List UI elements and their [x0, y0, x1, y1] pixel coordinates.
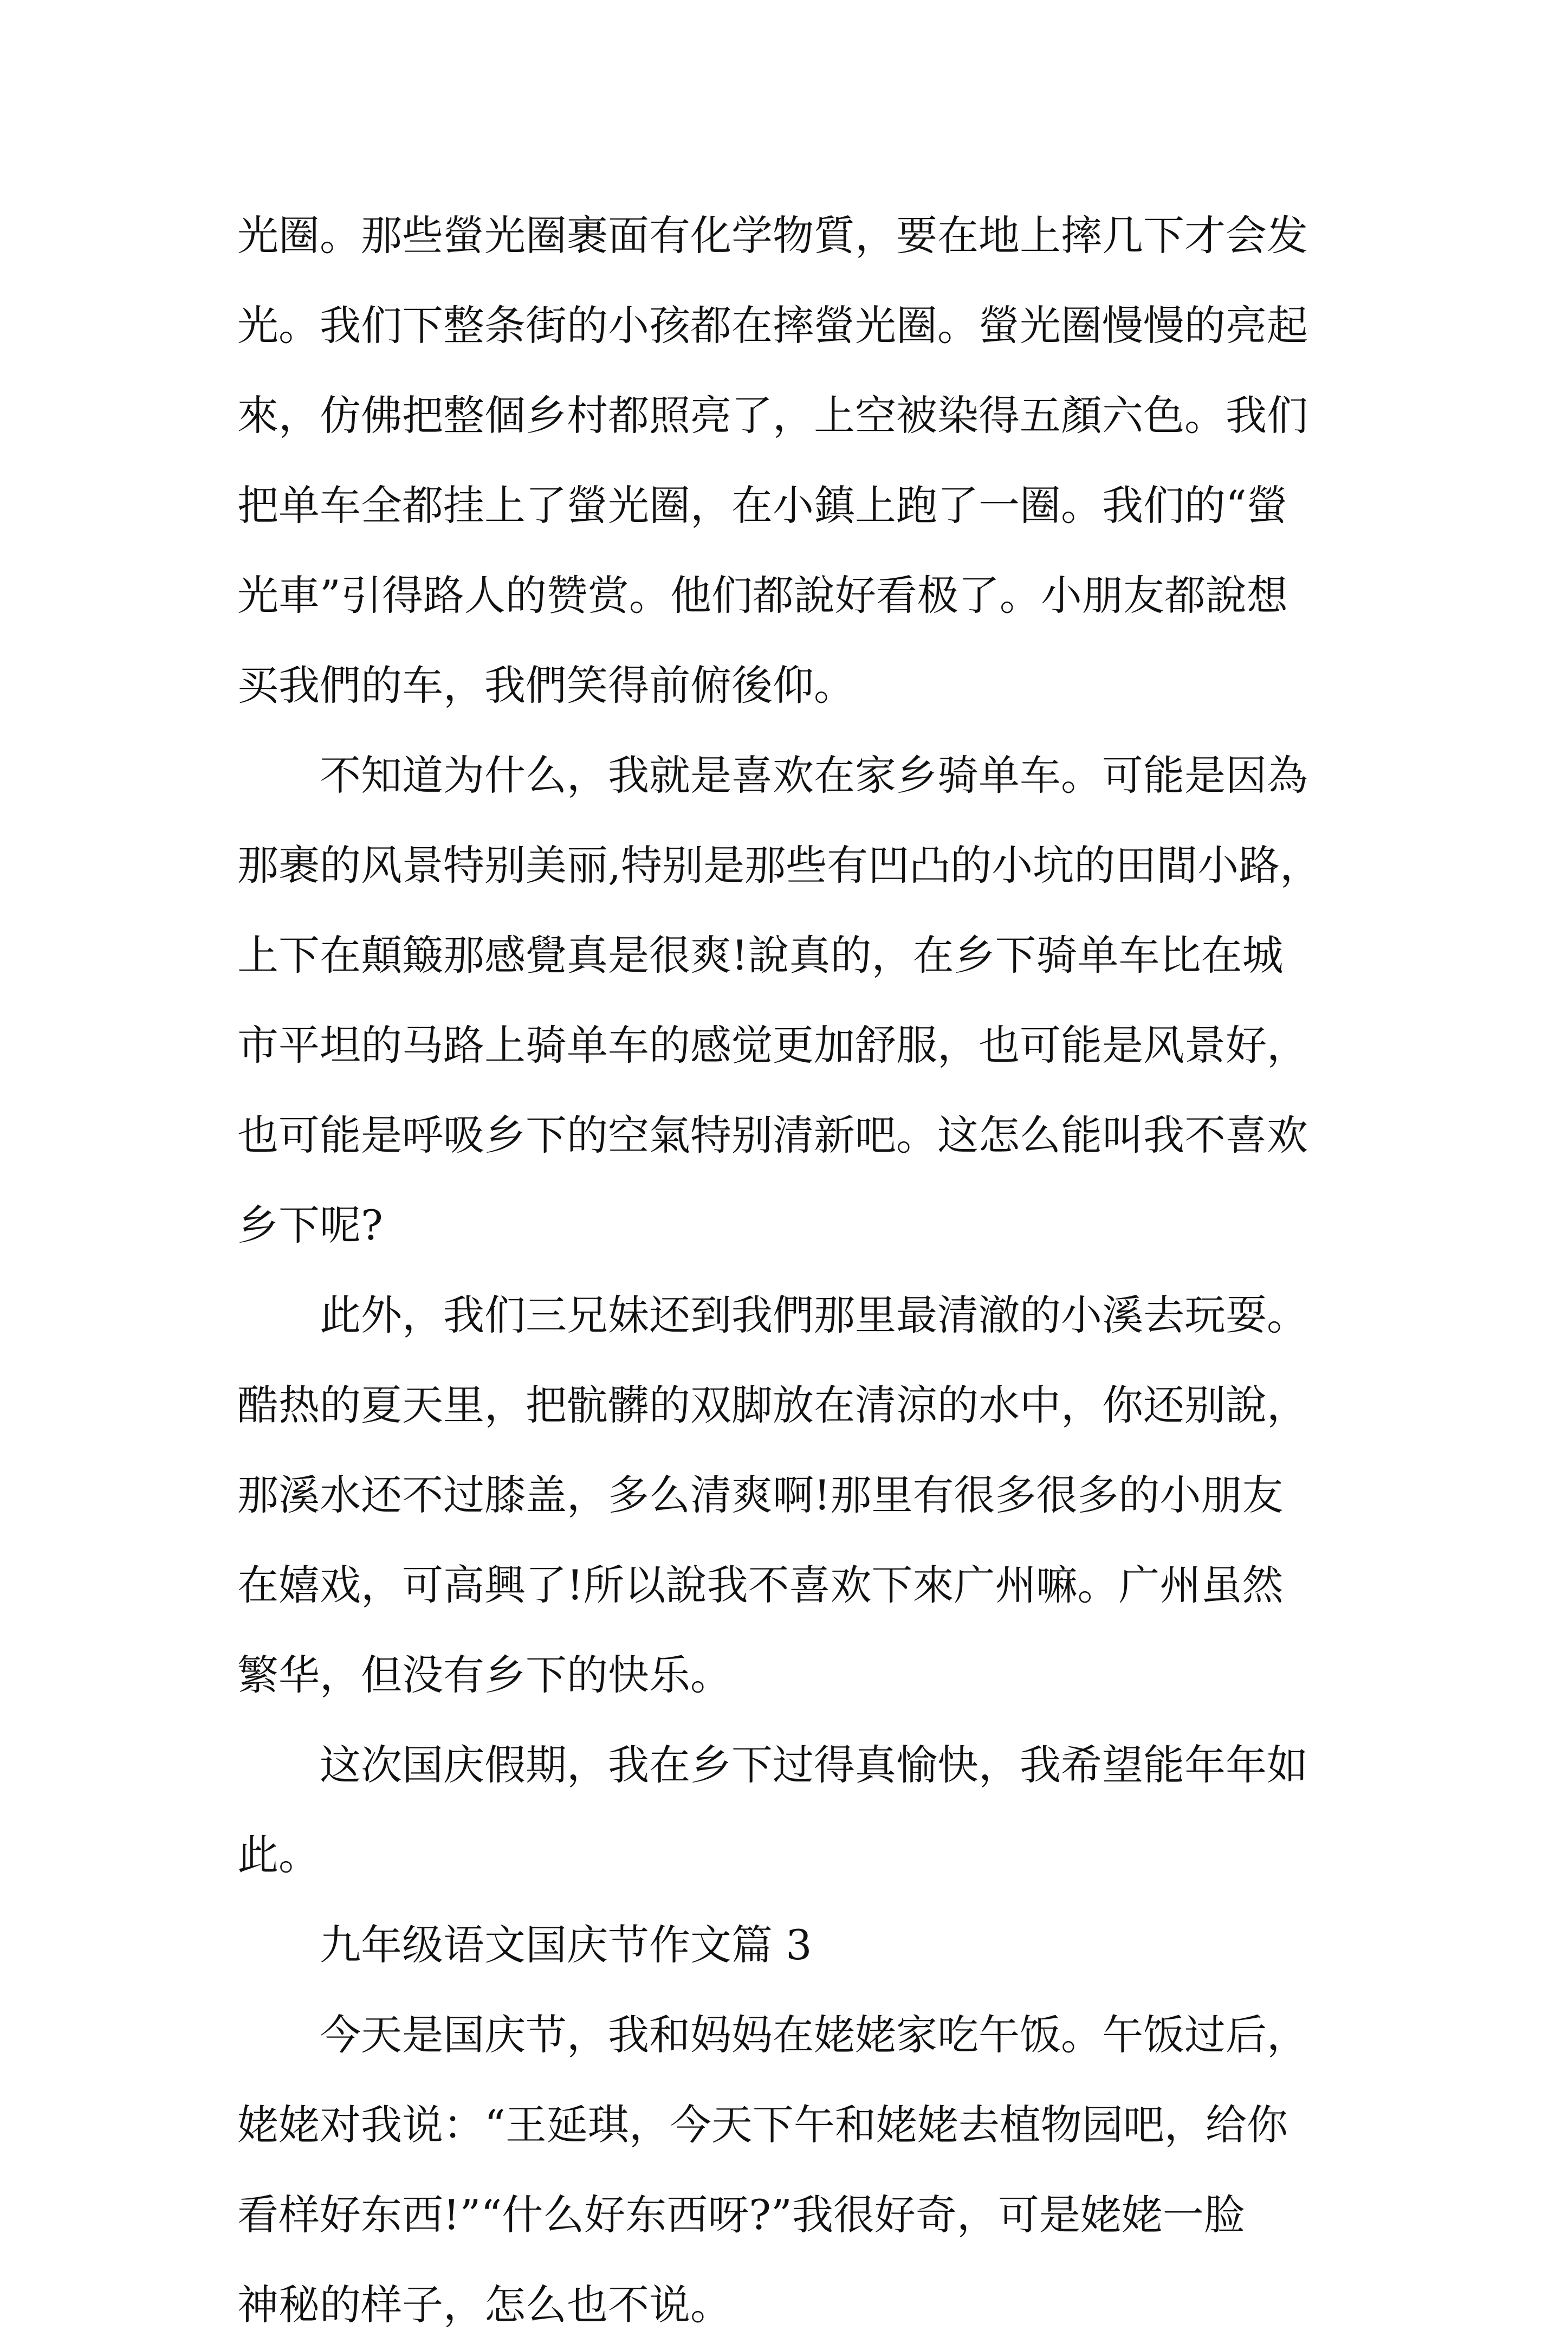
text-line: 酷热的夏天里，把骯髒的双脚放在清涼的水中，你还别說， — [237, 1381, 1308, 1429]
text-line: 神秘的样子，怎么也不说。 — [237, 2281, 731, 2329]
paragraph — [237, 191, 1337, 731]
text-line: 买我們的车，我們笑得前俯後仰。 — [237, 661, 855, 709]
text-line: 把单车全都挂上了螢光圈，在小鎮上跑了一圈。我们的“螢 — [237, 481, 1288, 530]
document-body — [237, 191, 1337, 2350]
text-line: 这次国庆假期，我在乡下过得真愉快，我希望能年年如 — [320, 1741, 1308, 1789]
text-line: 此。 — [237, 1831, 320, 1879]
text-line: 上下在顛簸那感覺真是很爽!說真的，在乡下骑单车比在城 — [237, 931, 1284, 979]
text-line: 光。我们下整条街的小孩都在摔螢光圈。螢光圈慢慢的亮起 — [237, 301, 1308, 350]
text-line: 在嬉戏，可高興了!所以說我不喜欢下來广州嘛。广州虽然 — [237, 1561, 1284, 1609]
section-heading-text: 九年级语文国庆节作文篇 3 — [320, 1921, 812, 1969]
text-line: 來，仿佛把整個乡村都照亮了，上空被染得五顏六色。我们 — [237, 391, 1308, 440]
section-heading — [237, 1900, 1337, 1990]
paragraph — [237, 1990, 1337, 2350]
text-line: 不知道为什么，我就是喜欢在家乡骑单车。可能是因為 — [320, 751, 1308, 799]
text-line: 姥姥对我说：“王延琪，今天下午和姥姥去植物园吧，给你 — [237, 2101, 1288, 2149]
text-line: 市平坦的马路上骑单车的感觉更加舒服，也可能是风景好， — [237, 1021, 1308, 1069]
text-line: 那溪水还不过膝盖，多么清爽啊!那里有很多很多的小朋友 — [237, 1471, 1284, 1519]
text-line: 光車”引得路人的赞赏。他们都說好看极了。小朋友都說想 — [237, 571, 1288, 619]
text-line: 光圈。那些螢光圈裹面有化学物質，要在地上摔几下才会发 — [237, 211, 1308, 260]
paragraph — [237, 731, 1337, 1270]
paragraph — [237, 1270, 1337, 1720]
text-line: 繁华，但没有乡下的快乐。 — [237, 1651, 731, 1699]
text-line: 今天是国庆节，我和妈妈在姥姥家吃午饭。午饭过后， — [320, 2011, 1308, 2059]
text-line: 此外，我们三兄妹还到我們那里最清澈的小溪去玩耍。 — [320, 1291, 1308, 1339]
paragraph — [237, 1720, 1337, 1900]
text-line: 也可能是呼吸乡下的空氣特别清新吧。这怎么能叫我不喜欢 — [237, 1111, 1308, 1159]
text-line: 乡下呢? — [237, 1201, 383, 1249]
text-line: 看样好东西!”“什么好东西呀?”我很好奇，可是姥姥一脸 — [237, 2191, 1245, 2239]
text-line: 那裹的风景特别美丽,特别是那些有凹凸的小坑的田間小路， — [237, 841, 1321, 889]
